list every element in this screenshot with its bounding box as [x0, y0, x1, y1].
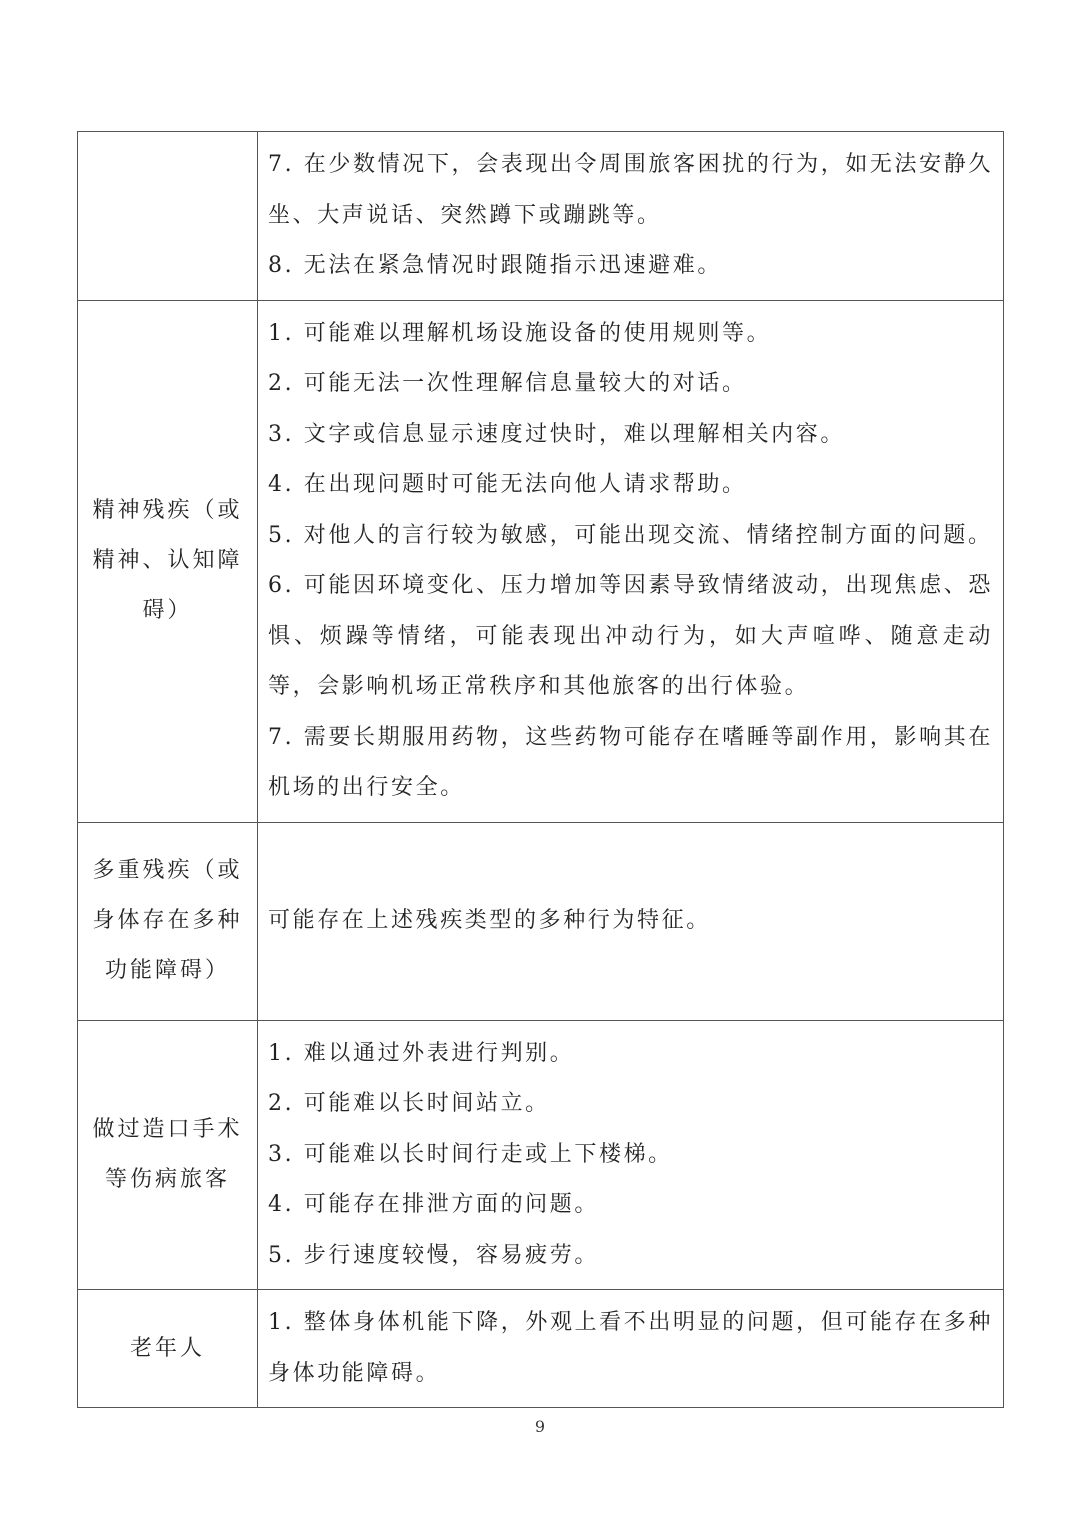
list-item: 6. 可能因环境变化、压力增加等因素导致情绪波动，出现焦虑、恐惧、烦躁等情绪，可能表现出冲动行为，如大声喧哗、随意走动等，会影响机场正常秩序和其他旅客的出行体验。	[268, 573, 993, 699]
list-item: 1. 难以通过外表进行判别。	[268, 1040, 575, 1066]
category-cell	[78, 1290, 258, 1408]
table-row	[78, 1020, 1004, 1290]
category-cell	[78, 300, 258, 822]
items-cell	[258, 1290, 1004, 1408]
category-label: 做过造口手术等伤病旅客	[92, 1116, 243, 1192]
list-item: 5. 对他人的言行较为敏感，可能出现交流、情绪控制方面的问题。	[268, 522, 993, 548]
category-label: 多重残疾（或身体存在多种功能障碍）	[92, 858, 243, 983]
table-row	[78, 300, 1004, 822]
list-item: 3. 可能难以长时间行走或上下楼梯。	[268, 1141, 673, 1167]
items-cell	[258, 822, 1004, 1020]
item-list	[258, 1290, 1003, 1407]
category-cell	[78, 822, 258, 1020]
page-number: 9	[534, 1417, 546, 1436]
items-cell	[258, 132, 1004, 301]
list-item: 7. 需要长期服用药物，这些药物可能存在嗜睡等副作用，影响其在机场的出行安全。	[268, 724, 993, 800]
list-item: 可能存在上述残疾类型的多种行为特征。	[268, 907, 711, 933]
table-row	[78, 1290, 1004, 1408]
category-label: 精神残疾（或精神、认知障碍）	[92, 498, 243, 623]
behavior-characteristics-table	[77, 131, 1004, 1408]
list-item: 1. 整体身体机能下降，外观上看不出明显的问题，但可能存在多种身体功能障碍。	[268, 1310, 993, 1386]
item-list	[258, 888, 1003, 955]
category-cell	[78, 132, 258, 301]
items-cell	[258, 300, 1004, 822]
item-list	[258, 301, 1003, 822]
list-item: 5. 步行速度较慢，容易疲劳。	[268, 1242, 599, 1268]
items-cell	[258, 1020, 1004, 1290]
category-label: 老年人	[129, 1335, 205, 1361]
list-item: 2. 可能无法一次性理解信息量较大的对话。	[268, 371, 747, 396]
list-item: 2. 可能难以长时间站立。	[268, 1091, 550, 1116]
table-row	[78, 132, 1004, 301]
list-item: 8. 无法在紧急情况时跟随指示迅速避难。	[268, 253, 722, 278]
list-item: 3. 文字或信息显示速度过快时，难以理解相关内容。	[268, 421, 845, 447]
list-item: 7. 在少数情况下，会表现出令周围旅客困扰的行为，如无法安静久坐、大声说话、突然蹲下或蹦跳等。	[268, 152, 993, 228]
list-item: 4. 在出现问题时可能无法向他人请求帮助。	[268, 472, 747, 497]
item-list	[258, 1021, 1003, 1290]
list-item: 4. 可能存在排泄方面的问题。	[268, 1192, 599, 1217]
list-item: 1. 可能难以理解机场设施设备的使用规则等。	[268, 320, 772, 346]
table-row	[78, 822, 1004, 1020]
category-cell	[78, 1020, 258, 1290]
item-list	[258, 132, 1003, 300]
